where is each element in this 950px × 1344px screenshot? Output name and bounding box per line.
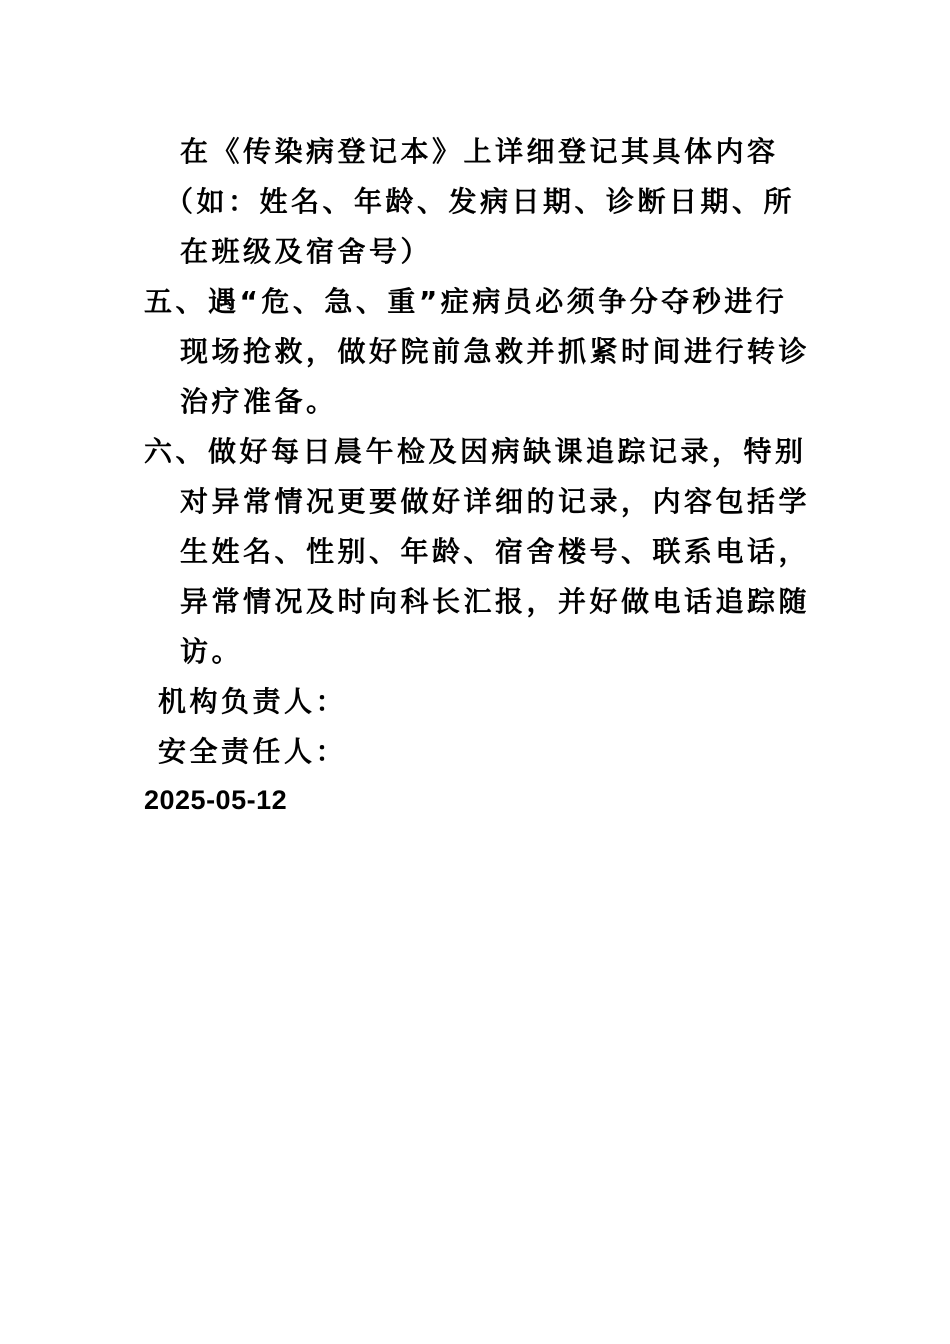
item5-line-2: 现场抢救，做好院前急救并抓紧时间进行转诊 bbox=[180, 335, 811, 368]
item5-marker: 五、 bbox=[144, 285, 208, 318]
item5-first-line bbox=[144, 277, 787, 327]
institution-head-label: 机构负责人： bbox=[158, 685, 348, 718]
item4-line-2: （如：姓名、年龄、发病日期、诊断日期、所 bbox=[165, 185, 796, 218]
item4-line-1: 在《传染病登记本》上详细登记其具体内容 bbox=[180, 135, 779, 168]
item4-line-3: 在班级及宿舍号） bbox=[180, 235, 433, 268]
item5-text: 遇“危、急、重”症病员必须争分夺秒进行 bbox=[208, 285, 788, 318]
item6-line-3: 生姓名、性别、年龄、宿舍楼号、联系电话， bbox=[180, 535, 811, 568]
safety-officer-label: 安全责任人： bbox=[158, 735, 348, 768]
item6-line-2: 对异常情况更要做好详细的记录，内容包括学 bbox=[180, 485, 811, 518]
document-date: 2025-05-12 bbox=[144, 785, 288, 815]
item6-first-line bbox=[144, 427, 807, 477]
item6-line-4: 异常情况及时向科长汇报，并好做电话追踪随 bbox=[180, 585, 811, 618]
item5-line-3: 治疗准备。 bbox=[180, 385, 338, 418]
item6-line-5: 访。 bbox=[180, 635, 244, 668]
item6-marker: 六、 bbox=[144, 435, 208, 468]
item6-text: 做好每日晨午检及因病缺课追踪记录，特别 bbox=[208, 435, 807, 468]
